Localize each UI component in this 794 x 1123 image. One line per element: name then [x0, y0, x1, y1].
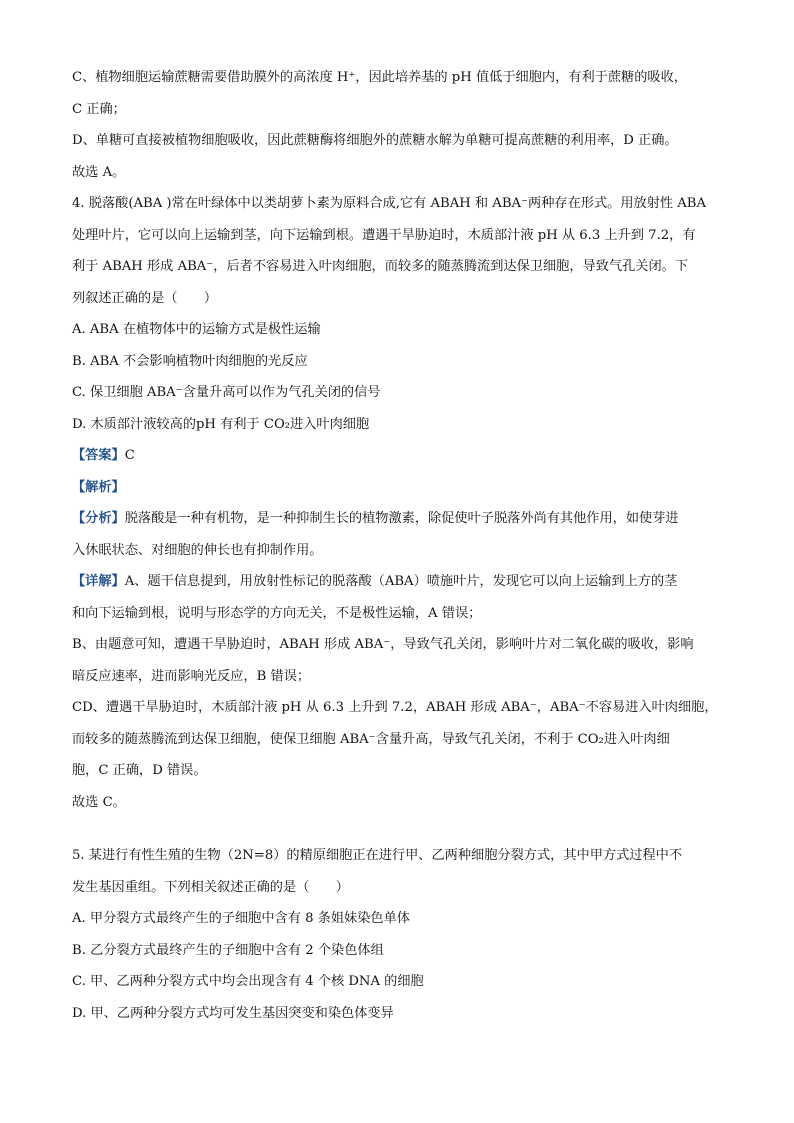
- q4-option-a: A. ABA 在植物体中的运输方式是极性运输: [72, 322, 321, 337]
- q4-option-d: D. 木质部汁液较高的pH 有利于 CO₂进入叶肉细胞: [72, 416, 370, 432]
- q4-conclusion: 故选 C。: [72, 794, 126, 810]
- q4-option-b: B. ABA 不会影响植物叶肉细胞的光反应: [72, 353, 308, 369]
- analysis-conclusion: 故选 A。: [72, 164, 126, 180]
- q4-xiangjie-line7: 胞，C 正确，D 错误。: [72, 763, 207, 778]
- q4-answer: [72, 440, 724, 472]
- q5-option-c: C. 甲、乙两种分裂方式中均会出现含有 4 个核 DNA 的细胞: [72, 974, 424, 989]
- q4-stem-line1: 4. 脱落酸(ABA )常在叶绿体中以类胡萝卜素为原料合成,它有 ABAH 和 ABA⁻两种存在形式。用放射性 ABA: [72, 196, 707, 211]
- analysis-option-c-line2: C 正确；: [72, 101, 126, 117]
- q5-option-a: A. 甲分裂方式最终产生的子细胞中含有 8 条姐妹染色单体: [72, 911, 410, 926]
- q5-stem-line1: 5. 某进行有性生殖的生物（2N=8）的精原细胞正在进行甲、乙两种细胞分裂方式，其中甲方式过程中不: [72, 848, 683, 863]
- q4-xiangjie-line2: 和向下运输到根，说明与形态学的方向无关，不是极性运输，A 错误；: [72, 605, 482, 621]
- analysis-option-d-line: D、单糖可直接被植物细胞吸收，因此蔗糖酶将细胞外的蔗糖水解为单糖可提高蔗糖的利用率，D 正确。: [72, 133, 678, 148]
- q4-xiangjie-line4: 暗反应速率，进而影响光反应，B 错误；: [72, 668, 311, 684]
- fenxi-tag: 【分析】: [72, 511, 125, 526]
- answer-value: C: [124, 448, 135, 463]
- q5-option-d: D. 甲、乙两种分裂方式均可发生基因突变和染色体变异: [72, 1005, 394, 1021]
- question-4: [72, 188, 724, 818]
- q4-xiangjie-line1: [72, 566, 724, 598]
- q4-option-c: C. 保卫细胞 ABA⁻含量升高可以作为气孔关闭的信号: [72, 385, 381, 400]
- q4-xiangjie-line5: CD、遭遇干旱胁迫时，木质部汁液 pH 从 6.3 上升到 7.2，ABAH 形成 ABA⁻，ABA⁻不容易进入叶肉细胞，: [72, 700, 718, 715]
- xiangjie-text: A、题干信息提到，用放射性标记的脱落酸（ABA）喷施叶片，发现它可以向上运输到上方的茎: [124, 574, 678, 589]
- q4-stem-line2: 处理叶片，它可以向上运输到茎，向下运输到根。遭遇干旱胁迫时，木质部汁液 pH 从 6.3 上升到 7.2，有: [72, 227, 696, 243]
- analysis-tag: 【解析】: [72, 479, 125, 495]
- q4-fenxi-line2: 入休眠状态、对细胞的伸长也有抑制作用。: [72, 542, 323, 558]
- document-page: [72, 62, 724, 1029]
- fenxi-text: 脱落酸是一种有机物，是一种抑制生长的植物激素，除促使叶子脱落外尚有其他作用，如使芽进: [124, 511, 679, 526]
- analysis-option-c-line1: C、植物细胞运输蔗糖需要借助膜外的高浓度 H⁺，因此培养基的 pH 值低于细胞内，有利于蔗糖的吸收，: [72, 70, 687, 85]
- q4-stem-line4: 列叙述正确的是（ ）: [72, 290, 218, 306]
- q4-stem-line3: 利于 ABAH 形成 ABA⁻，后者不容易进入叶肉细胞，而较多的随蒸腾流到达保卫细胞，导致气孔关闭。下: [72, 259, 689, 274]
- q4-analysis-heading: [72, 472, 724, 504]
- answer-tag: 【答案】: [72, 448, 125, 463]
- section-spacer: [72, 818, 724, 840]
- q5-option-b: B. 乙分裂方式最终产生的子细胞中含有 2 个染色体组: [72, 942, 384, 958]
- q4-xiangjie-line3: B、由题意可知，遭遇干旱胁迫时，ABAH 形成 ABA⁻，导致气孔关闭，影响叶片对二氧化碳的吸收，影响: [72, 637, 694, 652]
- q5-stem-line2: 发生基因重组。下列相关叙述正确的是（ ）: [72, 879, 349, 895]
- previous-question-analysis: [72, 62, 724, 188]
- xiangjie-tag: 【详解】: [72, 574, 125, 589]
- q4-fenxi-line1: [72, 503, 724, 535]
- question-5: [72, 840, 724, 1029]
- q4-xiangjie-line6: 而较多的随蒸腾流到达保卫细胞，使保卫细胞 ABA⁻含量升高，导致气孔关闭，不利于 CO₂进入叶肉细: [72, 731, 670, 747]
